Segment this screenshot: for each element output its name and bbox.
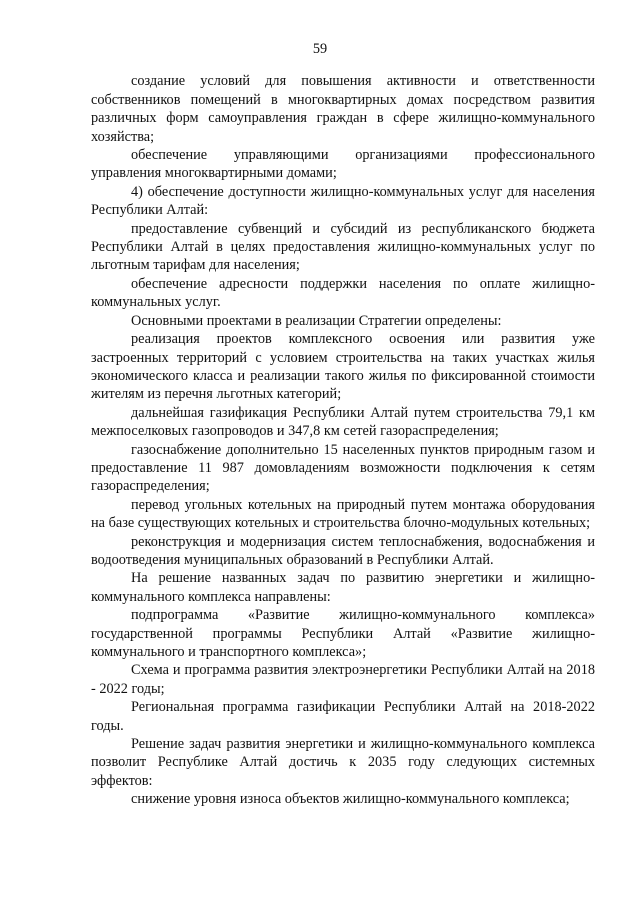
- paragraph: 4) обеспечение доступности жилищно-коммунальных услуг для населения Республики Алтай:: [91, 183, 595, 219]
- paragraph: предоставление субвенций и субсидий из республиканского бюджета Республики Алтай в целях предоставления жилищно-коммунальных услуг по льготным тарифам для населения;: [91, 220, 595, 274]
- paragraph: подпрограмма «Развитие жилищно-коммунального комплекса» государственной программы Республики Алтай «Развитие жилищно-коммунального и транспортного комплекса»;: [91, 607, 595, 660]
- paragraph: перевод угольных котельных на природный путем монтажа оборудования на базе существующих котельных и строительства блочно-модульных котельных;: [91, 496, 595, 532]
- paragraph: снижение уровня износа объектов жилищно-коммунального комплекса;: [131, 791, 570, 808]
- paragraph: Региональная программа газификации Республики Алтай на 2018-2022 годы.: [91, 699, 595, 734]
- page-number: 59: [312, 41, 328, 57]
- paragraph: Решение задач развития энергетики и жилищно-коммунального комплекса позволит Республике Алтай достичь к 2035 году следующих системных эффектов:: [91, 736, 595, 789]
- paragraph: Основными проектами в реализации Стратегии определены:: [131, 312, 502, 329]
- paragraph: реализация проектов комплексного освоения или развития уже застроенных территорий с условием строительства на таких участках жилья экономического класса и реализации такого жилья по фиксированной стоимости жителям из перечня льготных категорий;: [91, 331, 595, 403]
- paragraph: обеспечение адресности поддержки населения по оплате жилищно-коммунальных услуг.: [91, 275, 595, 311]
- paragraph: создание условий для повышения активности и ответственности собственников помещений в многоквартирных домах посредством развития различных форм самоуправления граждан в сфере жилищно-коммунального хозяйства;: [91, 73, 595, 145]
- paragraph: газоснабжение дополнительно 15 населенных пунктов природным газом и предоставление 11 987 домовладениям возможности подключения к сетям газораспределения;: [91, 441, 595, 495]
- paragraph: обеспечение управляющими организациями профессионального управления многоквартирными домами;: [91, 147, 595, 182]
- paragraph: На решение названных задач по развитию энергетики и жилищно-коммунального комплекса направлены:: [91, 570, 595, 605]
- paragraph: дальнейшая газификация Республики Алтай путем строительства 79,1 км межпоселковых газопроводов и 347,8 км сетей газораспределения;: [91, 404, 595, 440]
- paragraph: Схема и программа развития электроэнергетики Республики Алтай на 2018 - 2022 годы;: [91, 662, 595, 697]
- paragraph: реконструкция и модернизация систем теплоснабжения, водоснабжения и водоотведения муниципальных образований в Республики Алтай.: [91, 533, 595, 568]
